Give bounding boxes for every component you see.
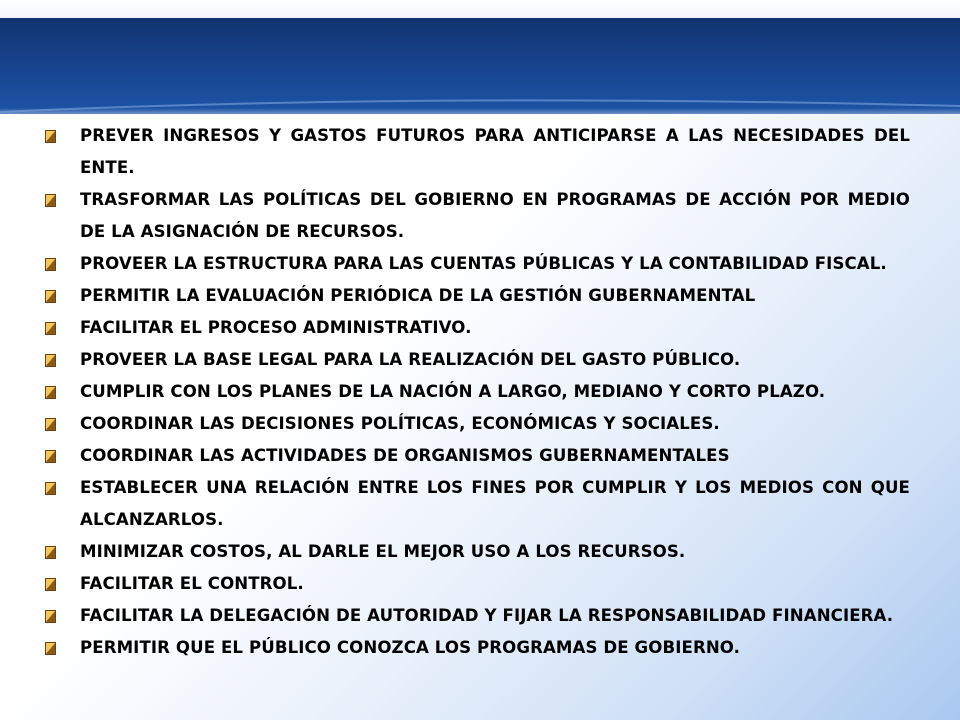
list-item <box>44 376 910 408</box>
list-item-text: COORDINAR LAS DECISIONES POLÍTICAS, ECONÓMICAS Y SOCIALES. <box>80 414 720 433</box>
square-bullet-icon <box>45 642 56 655</box>
square-bullet-icon <box>45 578 56 591</box>
square-bullet-icon <box>45 130 56 143</box>
list-item-text: FACILITAR EL CONTROL. <box>80 574 304 593</box>
square-bullet-icon <box>45 418 56 431</box>
square-bullet-icon <box>45 354 56 367</box>
square-bullet-icon <box>45 194 56 207</box>
list-item <box>44 632 910 664</box>
list-item-text: PERMITIR QUE EL PÚBLICO CONOZCA LOS PROGRAMAS DE GOBIERNO. <box>80 638 741 657</box>
list-item <box>44 184 910 248</box>
list-item-text: PREVER INGRESOS Y GASTOS FUTUROS PARA ANTICIPARSE A LAS NECESIDADES DEL ENTE. <box>80 126 910 177</box>
square-bullet-icon <box>45 386 56 399</box>
list-item <box>44 344 910 376</box>
square-bullet-icon <box>45 322 56 335</box>
square-bullet-icon <box>45 450 56 463</box>
square-bullet-icon <box>45 546 56 559</box>
square-bullet-icon <box>45 610 56 623</box>
list-item-text: COORDINAR LAS ACTIVIDADES DE ORGANISMOS GUBERNAMENTALES <box>80 446 730 465</box>
list-item-text: PERMITIR LA EVALUACIÓN PERIÓDICA DE LA GESTIÓN GUBERNAMENTAL <box>80 286 756 305</box>
square-bullet-icon <box>45 258 56 271</box>
list-item <box>44 568 910 600</box>
list-item-text: ESTABLECER UNA RELACIÓN ENTRE LOS FINES POR CUMPLIR Y LOS MEDIOS CON QUE ALCANZARLOS. <box>80 478 910 529</box>
list-item <box>44 120 910 184</box>
list-item-text: MINIMIZAR COSTOS, AL DARLE EL MEJOR USO A LOS RECURSOS. <box>80 542 686 561</box>
list-item-text: TRASFORMAR LAS POLÍTICAS DEL GOBIERNO EN PROGRAMAS DE ACCIÓN POR MEDIO DE LA ASIGNACIÓN DE RECURSOS. <box>80 190 910 241</box>
list-item-text: FACILITAR LA DELEGACIÓN DE AUTORIDAD Y FIJAR LA RESPONSABILIDAD FINANCIERA. <box>80 606 894 625</box>
list-item <box>44 280 910 312</box>
list-item <box>44 472 910 536</box>
list-item-text: FACILITAR EL PROCESO ADMINISTRATIVO. <box>80 318 472 337</box>
list-item <box>44 248 910 280</box>
list-item-text: PROVEER LA ESTRUCTURA PARA LAS CUENTAS PÚBLICAS Y LA CONTABILIDAD FISCAL. <box>80 254 887 273</box>
square-bullet-icon <box>45 482 56 495</box>
list-item <box>44 312 910 344</box>
list-item <box>44 600 910 632</box>
list-item <box>44 440 910 472</box>
list-item <box>44 536 910 568</box>
square-bullet-icon <box>45 290 56 303</box>
list-item <box>44 408 910 440</box>
list-item-text: PROVEER LA BASE LEGAL PARA LA REALIZACIÓN DEL GASTO PÚBLICO. <box>80 350 741 369</box>
bullet-list <box>44 120 910 664</box>
list-item-text: CUMPLIR CON LOS PLANES DE LA NACIÓN A LARGO, MEDIANO Y CORTO PLAZO. <box>80 382 826 401</box>
